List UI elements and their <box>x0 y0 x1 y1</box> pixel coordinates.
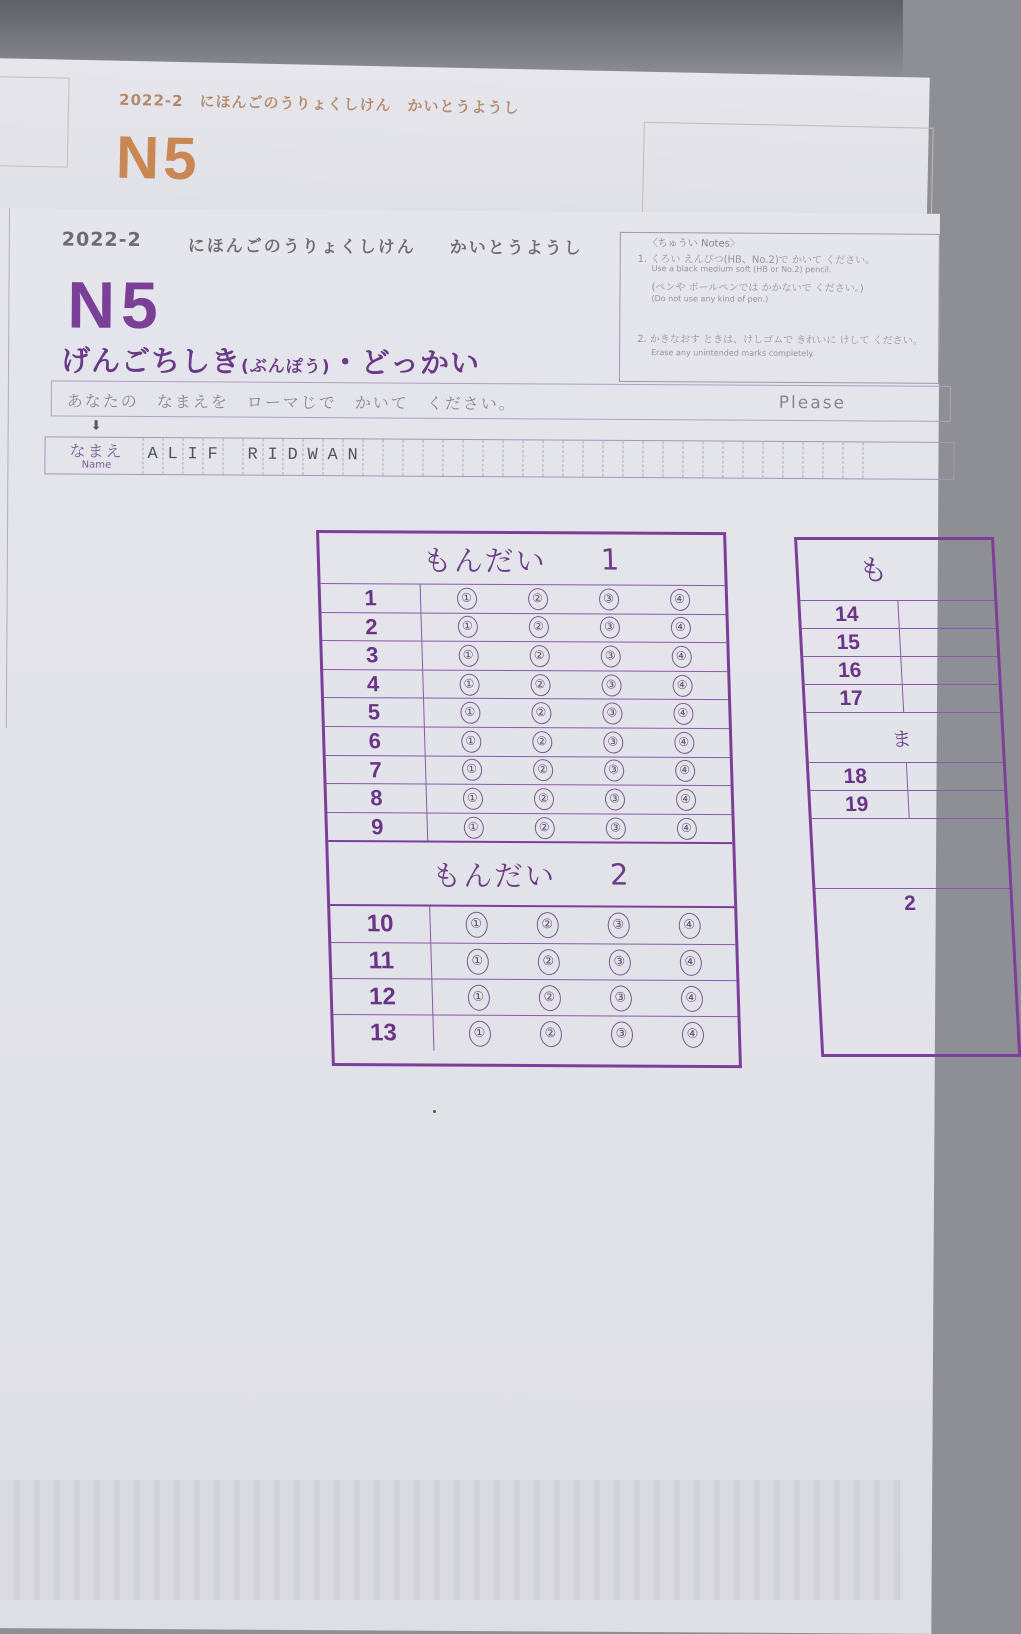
instruction-english: Please <box>778 392 847 414</box>
answer-bubble-3[interactable]: ③ <box>603 760 624 782</box>
question-number: 2 <box>321 613 422 641</box>
answer-bubble-1[interactable]: ① <box>463 816 484 838</box>
question-row <box>330 906 735 944</box>
question-row <box>809 762 1004 790</box>
answer-options <box>425 728 730 757</box>
answer-bubble-4[interactable]: ④ <box>676 817 697 839</box>
question-number: 16 <box>837 657 902 685</box>
notes-line-2-en: Erase any unintended marks completely. <box>651 348 815 359</box>
question-number: 3 <box>322 641 423 669</box>
answer-bubble-4[interactable]: ④ <box>675 789 696 811</box>
table-2-title: も <box>857 553 891 587</box>
answer-bubble-3[interactable]: ③ <box>607 913 630 939</box>
section-1-rows <box>321 583 733 842</box>
name-letter-cell[interactable] <box>462 440 482 476</box>
answer-bubble-1[interactable]: ① <box>457 616 478 638</box>
question-row <box>333 1014 738 1052</box>
answer-bubble-3[interactable]: ③ <box>610 1021 633 1047</box>
notes-title: 〈ちゅうい Notes〉 <box>647 238 740 250</box>
section-1-title: もんだい <box>422 543 548 578</box>
notes-line-1-en: Use a black medium soft (HB or No.2) pencil. <box>651 264 832 275</box>
name-label-en: Name <box>81 459 112 471</box>
notes-line-1: 1. くろい えんぴつ(HB、No.2)で かいて ください。 <box>637 254 876 267</box>
answer-bubble-1[interactable]: ① <box>460 730 481 752</box>
name-letter-cell[interactable] <box>762 442 782 478</box>
answer-bubble-4[interactable]: ④ <box>674 760 695 782</box>
answer-bubble-1[interactable]: ① <box>459 673 480 695</box>
name-letter-cell[interactable] <box>562 441 582 477</box>
name-letter-cell[interactable] <box>722 442 742 478</box>
name-letter-cell[interactable] <box>622 441 642 477</box>
answer-options <box>433 1016 738 1053</box>
answer-options <box>424 699 729 728</box>
name-letter-cell[interactable] <box>522 440 542 476</box>
answer-bubble-4[interactable]: ④ <box>681 1022 704 1048</box>
answer-bubble-1[interactable]: ① <box>461 759 482 781</box>
section-1-header <box>319 533 725 585</box>
answer-options <box>422 642 727 671</box>
answer-bubble-1[interactable]: ① <box>460 702 481 724</box>
name-letter-cell[interactable] <box>442 440 462 476</box>
name-cells[interactable] <box>142 438 882 479</box>
answer-bubble-3[interactable]: ③ <box>609 985 632 1011</box>
question-number: 5 <box>324 698 425 726</box>
back-sheet-header: 2022-2 にほんごのうりょくしけん かいとうようし <box>118 90 520 118</box>
dust-speck <box>433 1110 436 1113</box>
down-arrow-icon: ⬇ <box>90 418 102 434</box>
answer-bubble-3[interactable]: ③ <box>608 949 631 975</box>
answer-bubble-1[interactable]: ① <box>466 949 489 975</box>
sheet-left-edge <box>0 208 10 728</box>
name-letter-cell[interactable]: A <box>142 438 162 474</box>
answer-bubble-4[interactable]: ④ <box>679 950 702 976</box>
question-row <box>332 978 737 1016</box>
name-letter-cell[interactable] <box>602 441 622 477</box>
name-letter-cell[interactable]: N <box>342 439 362 475</box>
name-letter-cell[interactable] <box>542 440 562 476</box>
name-letter-cell[interactable] <box>662 441 682 477</box>
question-row <box>802 628 997 656</box>
answer-bubble-3[interactable]: ③ <box>602 703 623 725</box>
answer-options <box>421 613 726 642</box>
back-sheet-level: N5 <box>115 123 202 193</box>
name-label-jp: なまえ <box>69 441 124 461</box>
question-number: 13 <box>333 1015 434 1051</box>
question-row <box>327 783 732 814</box>
answer-bubble-2[interactable]: ② <box>538 985 561 1011</box>
name-letter-cell[interactable]: R <box>242 439 262 475</box>
name-label <box>50 438 142 471</box>
answer-bubble-2[interactable]: ② <box>530 674 551 696</box>
answer-bubble-1[interactable]: ① <box>467 985 490 1011</box>
name-letter-cell[interactable] <box>842 442 862 478</box>
name-letter-cell[interactable]: I <box>262 439 282 475</box>
answer-bubble-2[interactable]: ② <box>529 645 550 667</box>
subject-main: げんごちしき <box>60 343 242 379</box>
table-2-rows-b <box>809 762 1006 818</box>
name-letter-cell[interactable]: I <box>182 438 202 474</box>
answer-bubble-2[interactable]: ② <box>527 588 548 610</box>
answer-options <box>431 944 736 981</box>
name-letter-cell[interactable]: F <box>202 438 222 474</box>
question-row <box>322 640 727 671</box>
answer-bubble-1[interactable]: ① <box>458 645 479 667</box>
notes-line-2: 2. かきなおす ときは、けしゴムで きれいに けして ください。 <box>637 334 923 347</box>
question-row <box>323 669 728 700</box>
answer-bubble-2[interactable]: ② <box>539 1021 562 1047</box>
instruction-text: あなたの なまえを ローマじで かいて ください。 <box>66 391 517 414</box>
question-row <box>810 790 1005 818</box>
name-letter-cell[interactable] <box>822 442 842 478</box>
exam-title: にほんごのうりょくしけん <box>187 236 416 258</box>
question-number: 15 <box>836 629 901 657</box>
question-number: 7 <box>326 756 427 784</box>
name-letter-cell[interactable] <box>482 440 502 476</box>
level-label: N5 <box>67 267 165 343</box>
answer-bubble-4[interactable]: ④ <box>669 589 690 611</box>
answer-bubble-3[interactable]: ③ <box>602 731 623 753</box>
question-number: 10 <box>330 906 431 943</box>
answer-options <box>421 585 726 614</box>
answer-bubble-1[interactable]: ① <box>462 788 483 810</box>
section-1-number: 1 <box>600 542 622 577</box>
answer-bubble-4[interactable]: ④ <box>671 646 692 668</box>
name-letter-cell[interactable] <box>362 439 382 475</box>
answer-options <box>430 907 735 945</box>
question-number: 11 <box>331 943 432 979</box>
question-row <box>327 812 732 843</box>
answer-bubble-4[interactable]: ④ <box>673 703 694 725</box>
name-letter-cell[interactable] <box>222 438 242 474</box>
answer-bubble-2[interactable]: ② <box>533 788 554 810</box>
answer-bubble-4[interactable]: ④ <box>670 617 691 639</box>
answer-bubble-1[interactable]: ① <box>468 1021 491 1047</box>
table-2-rows-a <box>800 600 1000 712</box>
answer-options <box>427 785 732 814</box>
answer-bubble-3[interactable]: ③ <box>599 617 620 639</box>
name-letter-cell[interactable] <box>862 442 882 478</box>
answer-bubble-2[interactable]: ② <box>531 731 552 753</box>
question-number: 4 <box>323 670 424 698</box>
exam-code: 2022-2 <box>61 228 142 251</box>
notes-line-1b: (ペンや ボールペンでは かかないで ください。) <box>651 282 864 295</box>
answer-bubble-2[interactable]: ② <box>537 949 560 975</box>
name-letter-cell[interactable] <box>682 441 702 477</box>
table-2-mid-header: ま <box>806 712 1003 762</box>
answer-table-2 <box>794 537 1021 1057</box>
question-number: 14 <box>834 601 899 629</box>
answer-bubble-3[interactable]: ③ <box>601 674 622 696</box>
answer-table-1 <box>316 530 742 1068</box>
question-row <box>321 583 726 614</box>
answer-bubble-1[interactable]: ① <box>465 912 488 938</box>
name-letter-cell[interactable] <box>742 442 762 478</box>
name-letter-cell[interactable] <box>802 442 822 478</box>
name-letter-cell[interactable] <box>502 440 522 476</box>
answer-bubble-4[interactable]: ④ <box>678 913 701 939</box>
answer-bubble-2[interactable]: ② <box>532 759 553 781</box>
section-2-header <box>328 840 734 908</box>
subject-tail: ・どっかい <box>330 345 481 381</box>
table-2-partial-row: 2 <box>815 888 1011 918</box>
name-letter-cell[interactable] <box>782 442 802 478</box>
section-2-title: もんだい <box>431 858 557 894</box>
answer-bubble-1[interactable]: ① <box>456 588 477 610</box>
table-2-gap <box>812 818 1010 888</box>
question-number: 17 <box>839 685 904 713</box>
question-row <box>803 656 998 684</box>
answer-bubble-4[interactable]: ④ <box>673 732 694 754</box>
question-number: 12 <box>332 979 433 1015</box>
name-letter-cell[interactable] <box>402 440 422 476</box>
answer-options <box>427 813 732 842</box>
name-letter-cell[interactable]: D <box>282 439 302 475</box>
answer-bubble-3[interactable]: ③ <box>605 817 626 839</box>
notes-line-1b-en: (Do not use any kind of pen.) <box>651 294 769 304</box>
question-row <box>800 600 995 628</box>
question-row <box>325 726 730 757</box>
blurred-bottom-edge <box>0 1480 903 1600</box>
answer-options <box>426 756 731 785</box>
answer-bubble-4[interactable]: ④ <box>672 674 693 696</box>
answer-options <box>432 980 737 1017</box>
answer-options <box>423 670 728 699</box>
question-number: 18 <box>843 763 908 791</box>
answer-bubble-4[interactable]: ④ <box>680 986 703 1012</box>
answer-bubble-2[interactable]: ② <box>534 817 555 839</box>
answer-bubble-3[interactable]: ③ <box>598 588 619 610</box>
question-number: 6 <box>325 727 426 755</box>
back-sheet-side-box <box>0 76 70 168</box>
question-row <box>326 755 731 786</box>
name-letter-cell[interactable]: L <box>162 438 182 474</box>
name-letter-cell[interactable] <box>582 441 602 477</box>
answer-bubble-3[interactable]: ③ <box>604 788 625 810</box>
question-row <box>324 697 729 728</box>
name-letter-cell[interactable] <box>422 440 442 476</box>
section-2-number: 2 <box>609 857 631 892</box>
answer-bubble-2[interactable]: ② <box>536 912 559 938</box>
question-row <box>331 942 736 980</box>
name-letter-cell[interactable]: W <box>302 439 322 475</box>
answer-bubble-2[interactable]: ② <box>528 616 549 638</box>
question-number: 19 <box>844 791 909 819</box>
name-letter-cell[interactable] <box>702 441 722 477</box>
question-row <box>321 612 726 643</box>
subject-small: (ぶんぽう) <box>240 356 331 378</box>
question-number: 9 <box>327 813 428 841</box>
subject-title <box>61 338 480 382</box>
question-number: 8 <box>327 784 428 812</box>
question-row <box>805 684 1000 712</box>
name-letter-cell[interactable] <box>642 441 662 477</box>
name-letter-cell[interactable]: A <box>322 439 342 475</box>
answer-bubble-3[interactable]: ③ <box>600 645 621 667</box>
section-2-rows <box>330 906 738 1052</box>
name-letter-cell[interactable] <box>382 439 402 475</box>
question-number: 1 <box>321 584 422 612</box>
sheet-type: かいとうようし <box>449 237 583 259</box>
answer-bubble-2[interactable]: ② <box>531 702 552 724</box>
